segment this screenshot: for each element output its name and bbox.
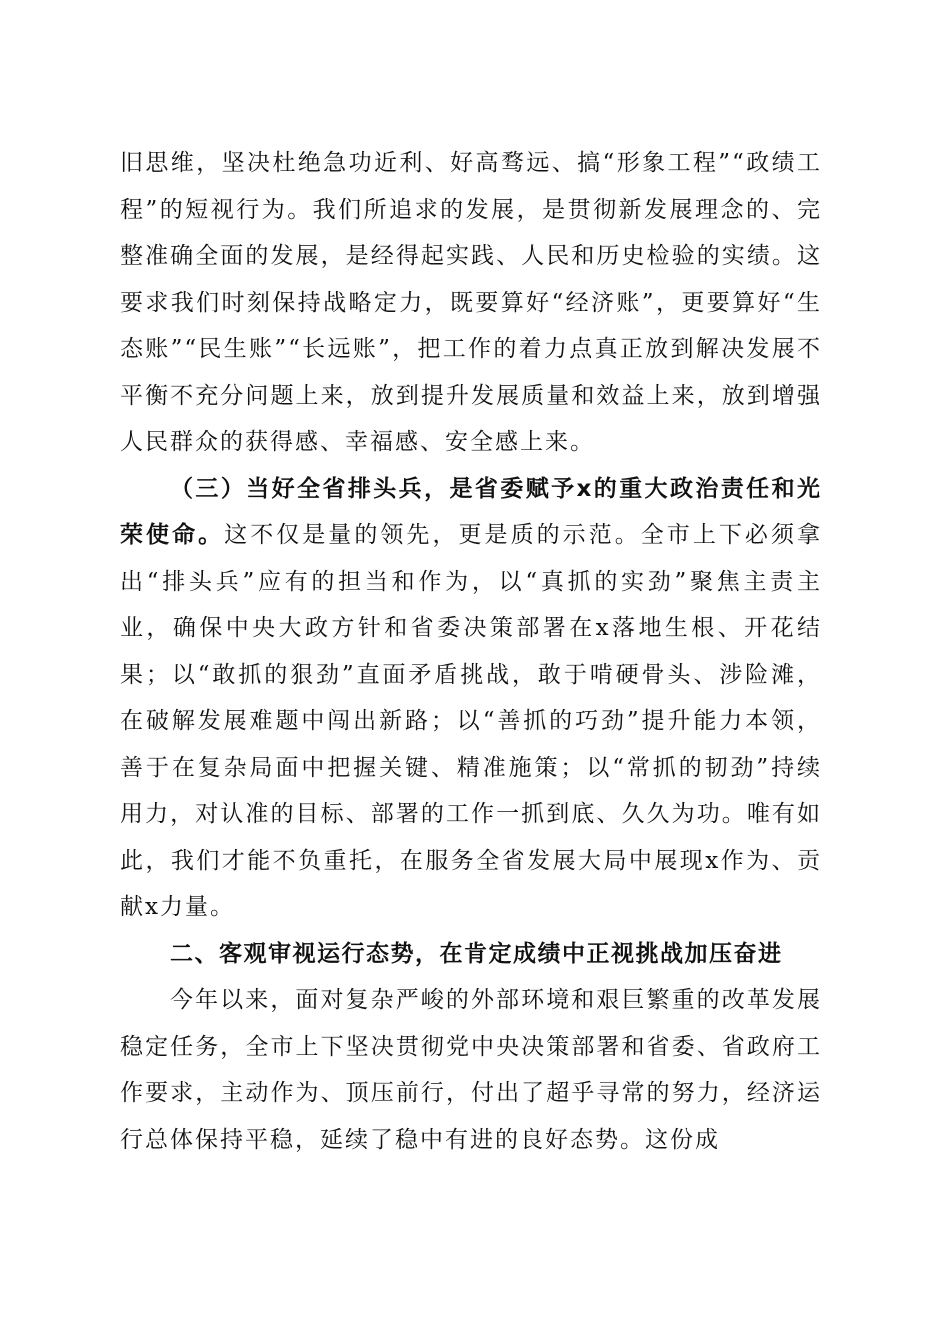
section-heading: 二、客观审视运行态势，在肯定成绩中正视挑战加压奋进 — [170, 940, 783, 967]
paragraph-3 — [120, 977, 822, 1163]
subsection-heading: （三）当好全省排头兵，是省委赋予x的重大政治责任和光荣使命。 — [120, 475, 822, 548]
paragraph-2 — [120, 466, 822, 931]
paragraph-2-text: 这不仅是量的领先，更是质的示范。全市上下必须拿出“排头兵”应有的担当和作为，以“真抓的实劲”聚焦主责主业，确保中央大政方针和省委决策部署在x落地生根、开花结果；以“敢抓的狠劲”直面矛盾挑战，敢于啃硬骨头、涉险滩，在破解发展难题中闯出新路；以“善抓的巧劲”提升能力本领，善于在复杂局面中把握关键、精准施策；以“常抓的韧劲”持续用力，对认准的目标、部署的工作一抓到底、久久为功。唯有如此，我们才能不负重托，在服务全省发展大局中展现x作为、贡献x力量。 — [120, 522, 823, 920]
document-body — [120, 140, 822, 1163]
paragraph-1 — [120, 140, 822, 466]
paragraph-3-text: 今年以来，面对复杂严峻的外部环境和艰巨繁重的改革发展稳定任务，全市上下坚决贯彻党中央决策部署和省委、省政府工作要求，主动作为、顶压前行，付出了超乎寻常的努力，经济运行总体保持平稳，延续了稳中有进的良好态势。这份成 — [120, 987, 822, 1153]
paragraph-1-text: 旧思维，坚决杜绝急功近利、好高骛远、搞“形象工程”“政绩工程”的短视行为。我们所追求的发展，是贯彻新发展理念的、完整准确全面的发展，是经得起实践、人民和历史检验的实绩。这要求我们时刻保持战略定力，既要算好“经济账”，更要算好“生态账”“民生账”“长远账”，把工作的着力点真正放到解决发展不平衡不充分问题上来，放到提升发展质量和效益上来，放到增强人民群众的获得感、幸福感、安全感上来。 — [120, 150, 822, 455]
